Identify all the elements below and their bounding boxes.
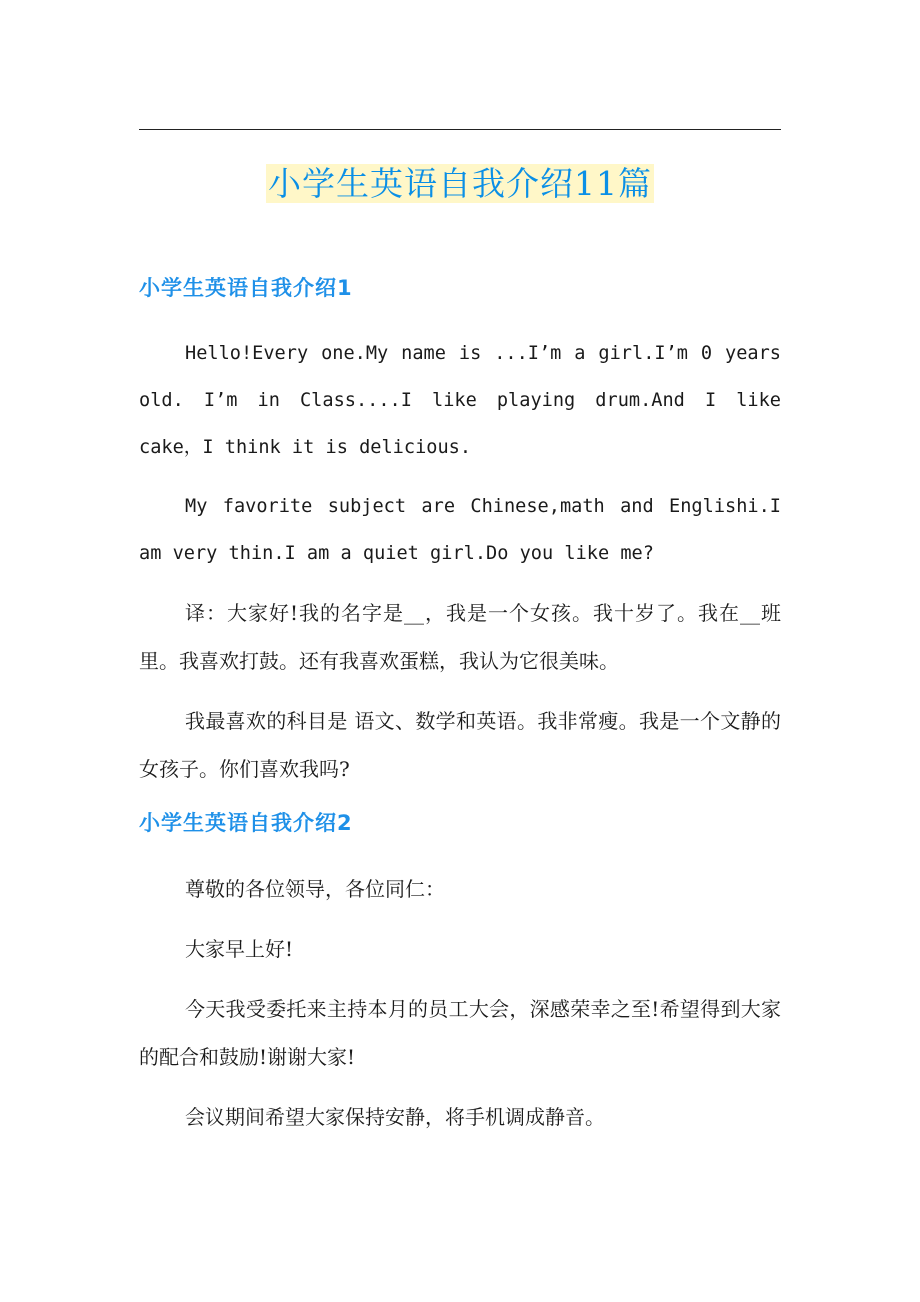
- document-body: [139, 270, 781, 1153]
- paragraph-greeting: 大家早上好!: [185, 937, 294, 961]
- document-title-text: 小学生英语自我介绍11篇: [268, 164, 652, 203]
- paragraph-salutation: 尊敬的各位领导，各位同仁：: [185, 877, 445, 901]
- paragraph-host-remarks: 今天我受委托来主持本月的员工大会，深感荣幸之至!希望得到大家的配合和鼓励!谢谢大家!: [139, 997, 781, 1069]
- document-title: [0, 160, 920, 208]
- paragraph-meeting-rules: 会议期间希望大家保持安静，将手机调成静音。: [185, 1105, 605, 1129]
- paragraph-favorite-subject: My favorite subject are Chinese,math and Englishi.I am very thin.I am a quiet girl.Do you like me?: [139, 496, 781, 564]
- paragraph-intro-english: Hello!Every one.My name is ...I’m a girl.I’m 0 years old. I’m in Class....I like playing drum.And I like cake，I think it is delicious.: [139, 343, 781, 458]
- paragraph-translation: 译：大家好!我的名字是__，我是一个女孩。我十岁了。我在__班里。我喜欢打鼓。还有我喜欢蛋糕，我认为它很美味。: [139, 601, 781, 673]
- paragraph-translation-2: 我最喜欢的科目是 语文、数学和英语。我非常瘦。我是一个文静的女孩子。你们喜欢我吗?: [139, 709, 781, 781]
- section-heading-2: 小学生英语自我介绍2: [139, 811, 353, 835]
- section-heading-1: 小学生英语自我介绍1: [139, 276, 353, 300]
- header-rule: [139, 129, 781, 130]
